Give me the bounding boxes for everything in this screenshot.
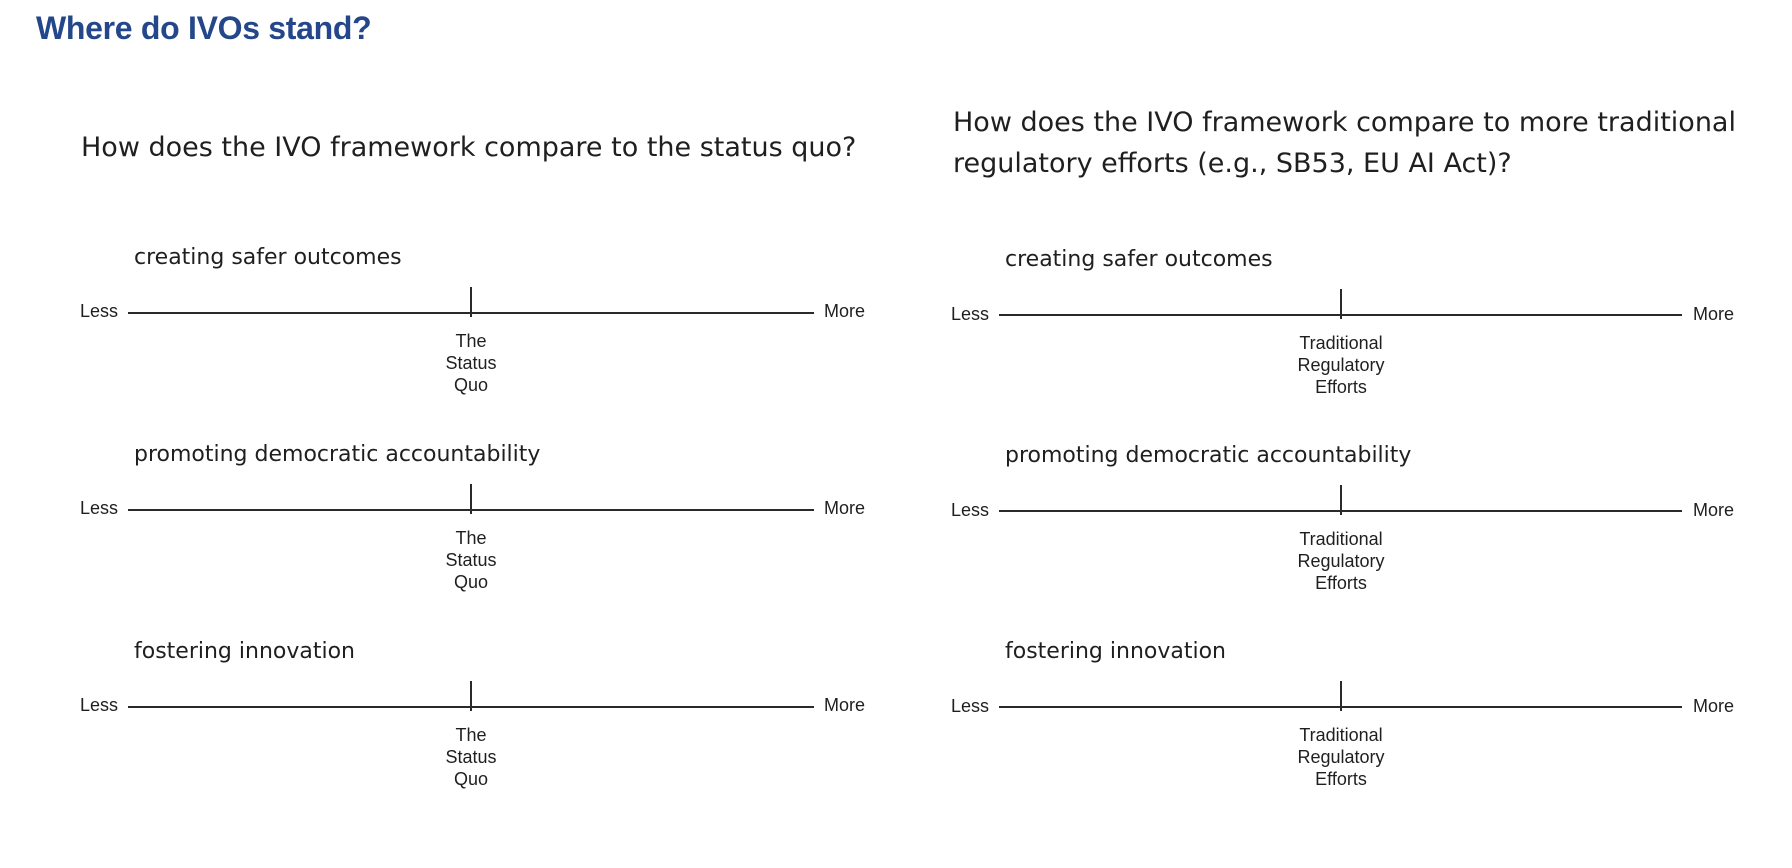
traditional-regulation-marker: [1340, 485, 1342, 515]
more-label: More: [1693, 500, 1735, 520]
scale-title: promoting democratic accountability: [134, 442, 541, 467]
more-label: More: [824, 498, 866, 518]
scale-title: promoting democratic accountability: [1005, 443, 1412, 468]
traditional-regulation-marker: [1340, 289, 1342, 319]
more-label: More: [1693, 304, 1735, 324]
scale-title: fostering innovation: [134, 639, 355, 664]
traditional-regulation-reference-label: Traditional Regulatory Efforts: [1297, 529, 1385, 593]
traditional-regulation-marker: [1340, 681, 1342, 711]
traditional-regulation-reference-label: Traditional Regulatory Efforts: [1297, 333, 1385, 397]
more-label: More: [824, 695, 866, 715]
more-label: More: [1693, 696, 1735, 716]
less-label: Less: [951, 500, 990, 520]
less-label: Less: [951, 304, 990, 324]
more-label: More: [824, 301, 866, 321]
page-title: Where do IVOs stand?: [36, 10, 372, 46]
status-quo-reference-label: The Status Quo: [445, 331, 497, 395]
less-label: Less: [80, 498, 119, 518]
traditional-regulation-reference-label: Traditional Regulatory Efforts: [1297, 725, 1385, 789]
traditional-regulation-question: How does the IVO framework compare to more traditional regulatory efforts (e.g., SB53, EU AI Act)?: [953, 107, 1736, 179]
less-label: Less: [80, 695, 119, 715]
less-label: Less: [80, 301, 119, 321]
status-quo-reference-label: The Status Quo: [445, 528, 497, 592]
scale-title: fostering innovation: [1005, 639, 1226, 664]
status-quo-reference-label: The Status Quo: [445, 725, 497, 789]
less-label: Less: [951, 696, 990, 716]
scale-title: creating safer outcomes: [1005, 247, 1273, 272]
scale-title: creating safer outcomes: [134, 245, 402, 270]
status-quo-question: How does the IVO framework compare to the status quo?: [81, 132, 857, 163]
